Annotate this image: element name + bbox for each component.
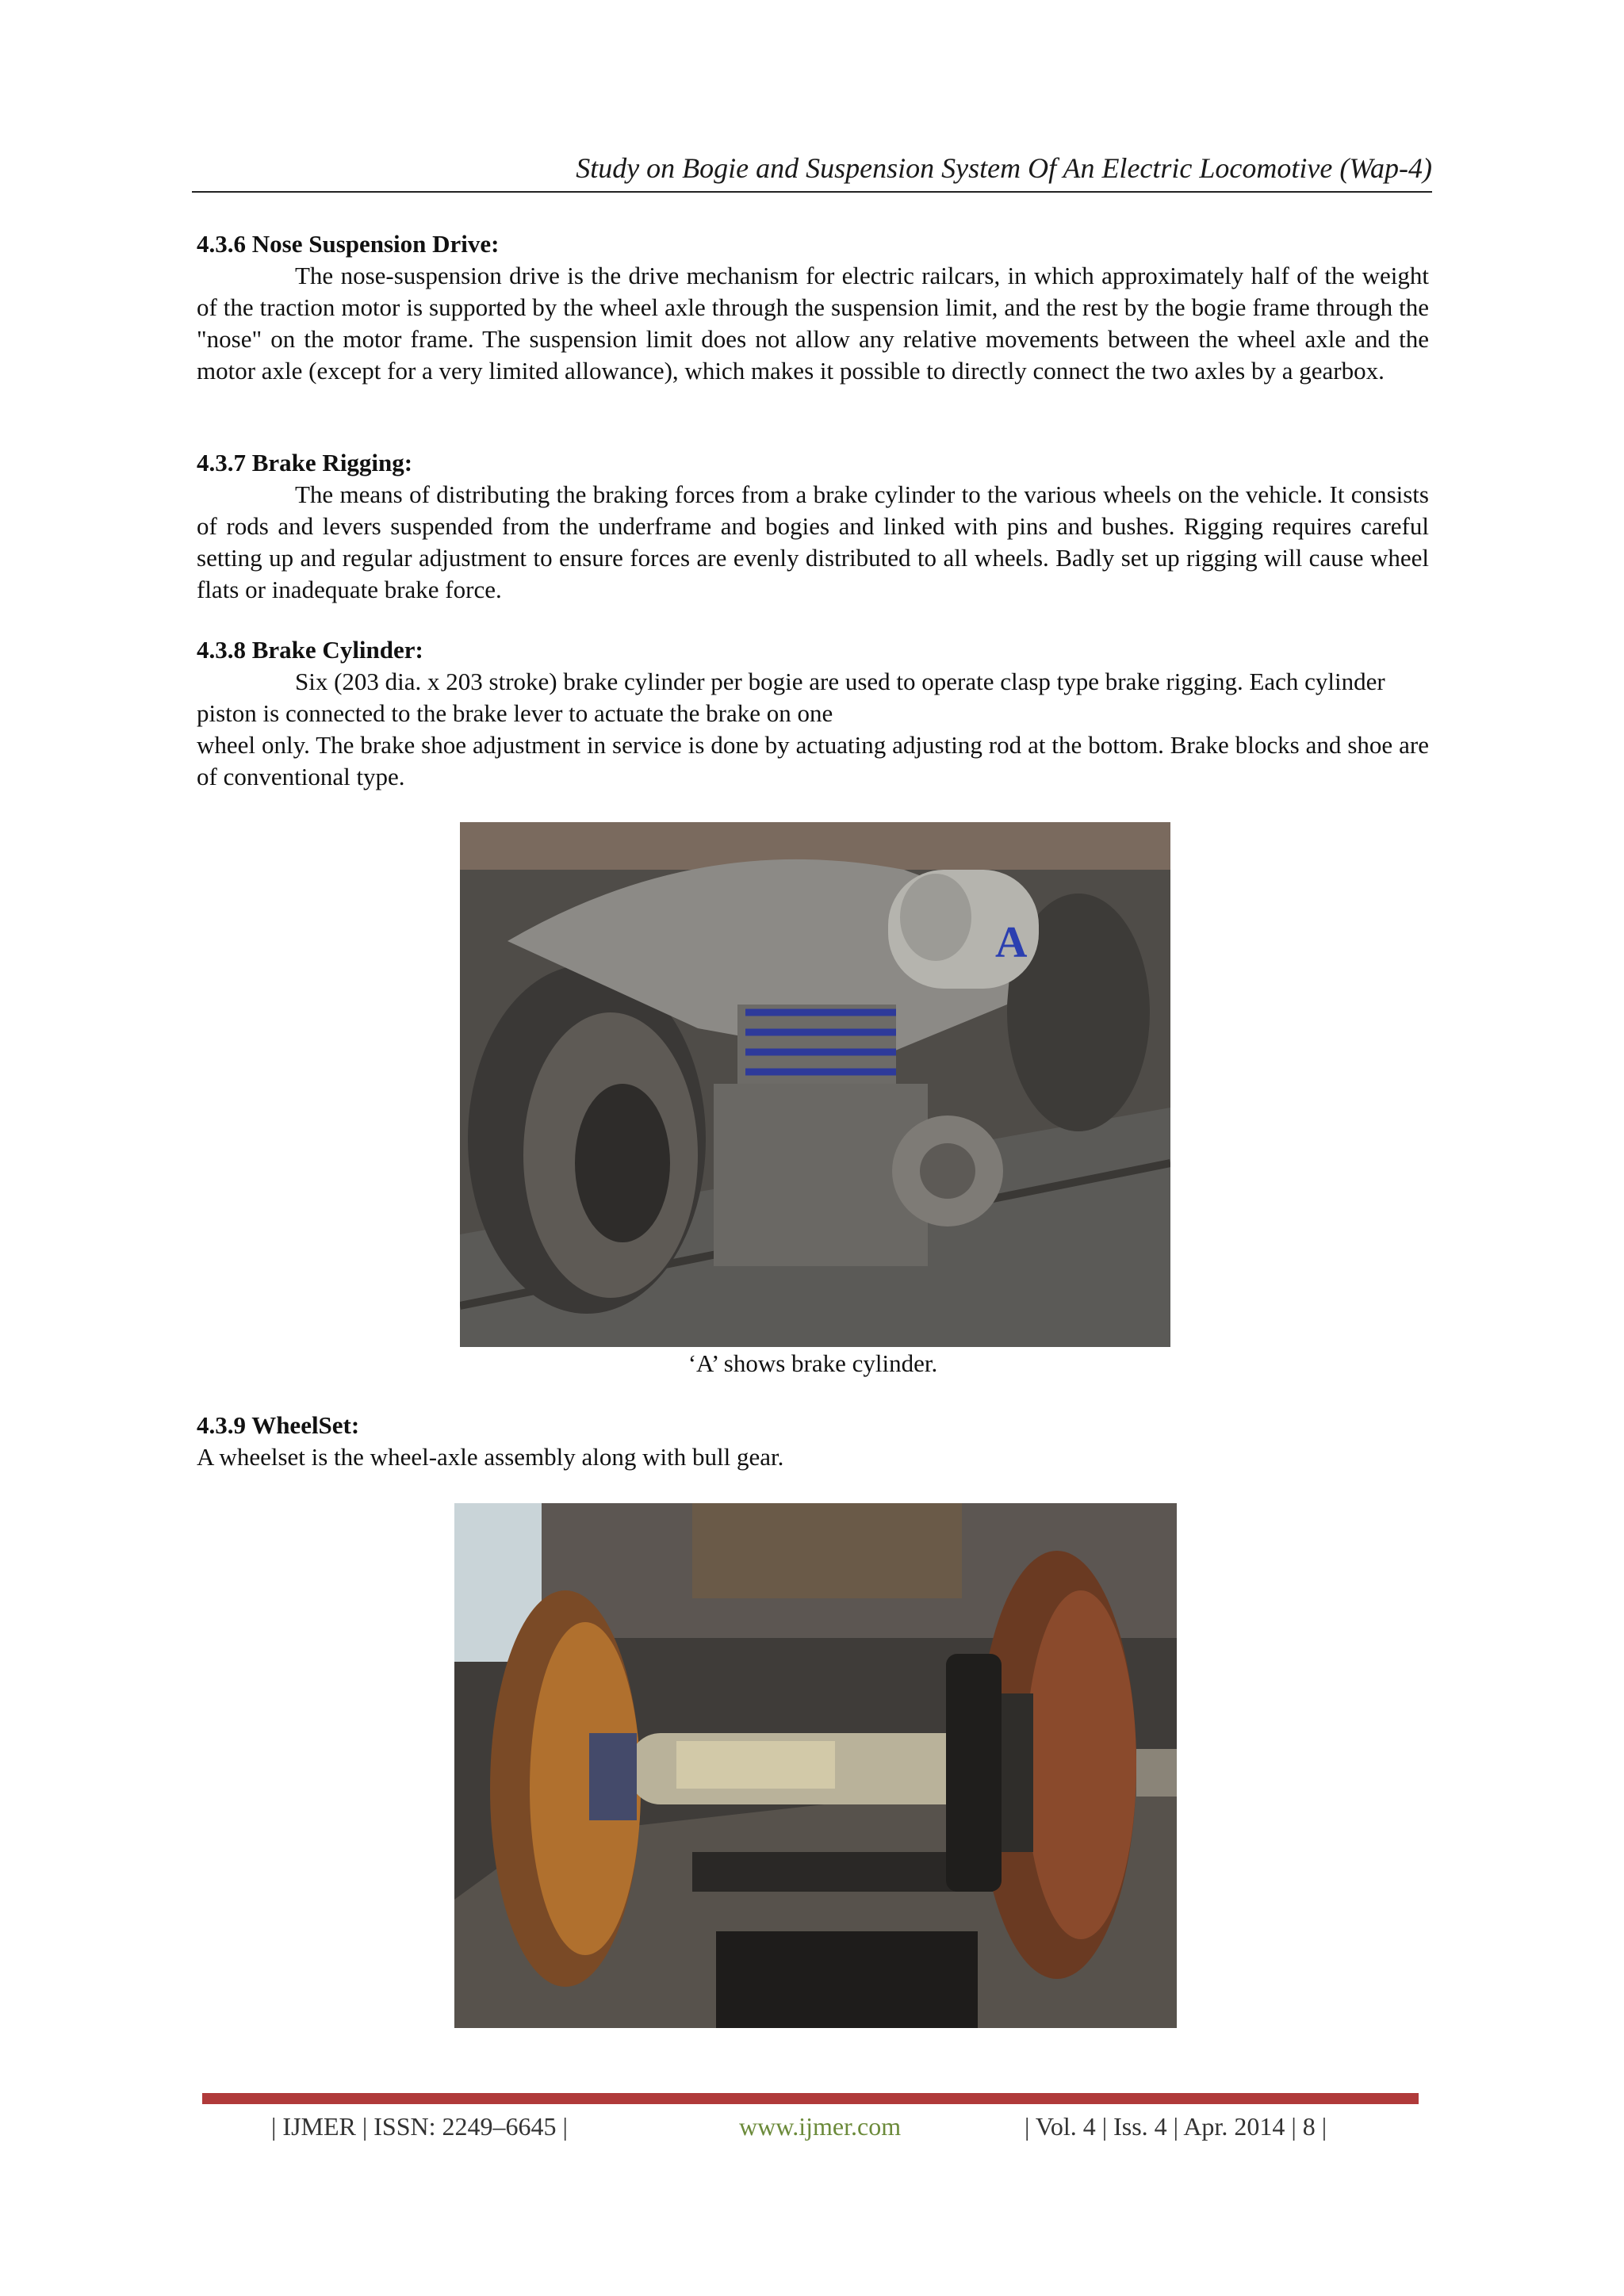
running-header-title: Study on Bogie and Suspension System Of An Electric Locomotive (Wap-4) [576, 152, 1432, 184]
section-body-part2: wheel only. The brake shoe adjustment in service is done by actuating adjusting rod at the bottom. Brake blocks and shoe are of conventional type. [197, 731, 1429, 790]
footer-issue-info: | Vol. 4 | Iss. 4 | Apr. 2014 | 8 | [1025, 2112, 1327, 2141]
figure-marker-a: A [995, 918, 1028, 967]
section-body: The means of distributing the braking forces from a brake cylinder to the various wheels on the vehicle. It consists of rods and levers suspended from the underframe and bogies and linked with pins and bushes. Rigging requires careful setting up and regular adjustment to ensure forces are evenly distributed to all wheels. Badly set up rigging will cause wheel flats or inadequate brake force. [197, 480, 1429, 603]
footer-journal-info: | IJMER | ISSN: 2249–6645 | [271, 2112, 568, 2141]
header-rule [192, 191, 1432, 193]
section-brake-cylinder [197, 634, 1429, 793]
section-heading: 4.3.9 WheelSet: [197, 1411, 360, 1439]
footer-bar [202, 2093, 1419, 2104]
section-wheelset [197, 1410, 1429, 1473]
section-heading: 4.3.8 Brake Cylinder: [197, 636, 423, 664]
section-brake-rigging [197, 447, 1429, 606]
wheelset-photo [454, 1503, 1177, 2028]
footer-website-link[interactable]: www.ijmer.com [739, 2112, 902, 2141]
section-nose-suspension-drive [197, 228, 1429, 387]
section-body-part1: Six (203 dia. x 203 stroke) brake cylinder per bogie are used to operate clasp type brake rigging. Each cylinder piston is connected to the brake lever to actuate the brake on one [197, 668, 1385, 727]
brake-cylinder-photo [460, 822, 1170, 1347]
figure-caption: ‘A’ shows brake cylinder. [688, 1349, 938, 1377]
section-heading: 4.3.7 Brake Rigging: [197, 449, 413, 476]
section-body: The nose-suspension drive is the drive mechanism for electric railcars, in which approximately half of the weight of the traction motor is supported by the wheel axle through the suspension limit, and the rest by the bogie frame through the "nose" on the motor frame. The suspension limit does not allow any relative movements between the wheel axle and the motor axle (except for a very limited allowance), which makes it possible to directly connect the two axles by a gearbox. [197, 262, 1429, 385]
section-heading: 4.3.6 Nose Suspension Drive: [197, 230, 500, 258]
section-body: A wheelset is the wheel-axle assembly along with bull gear. [197, 1443, 784, 1471]
